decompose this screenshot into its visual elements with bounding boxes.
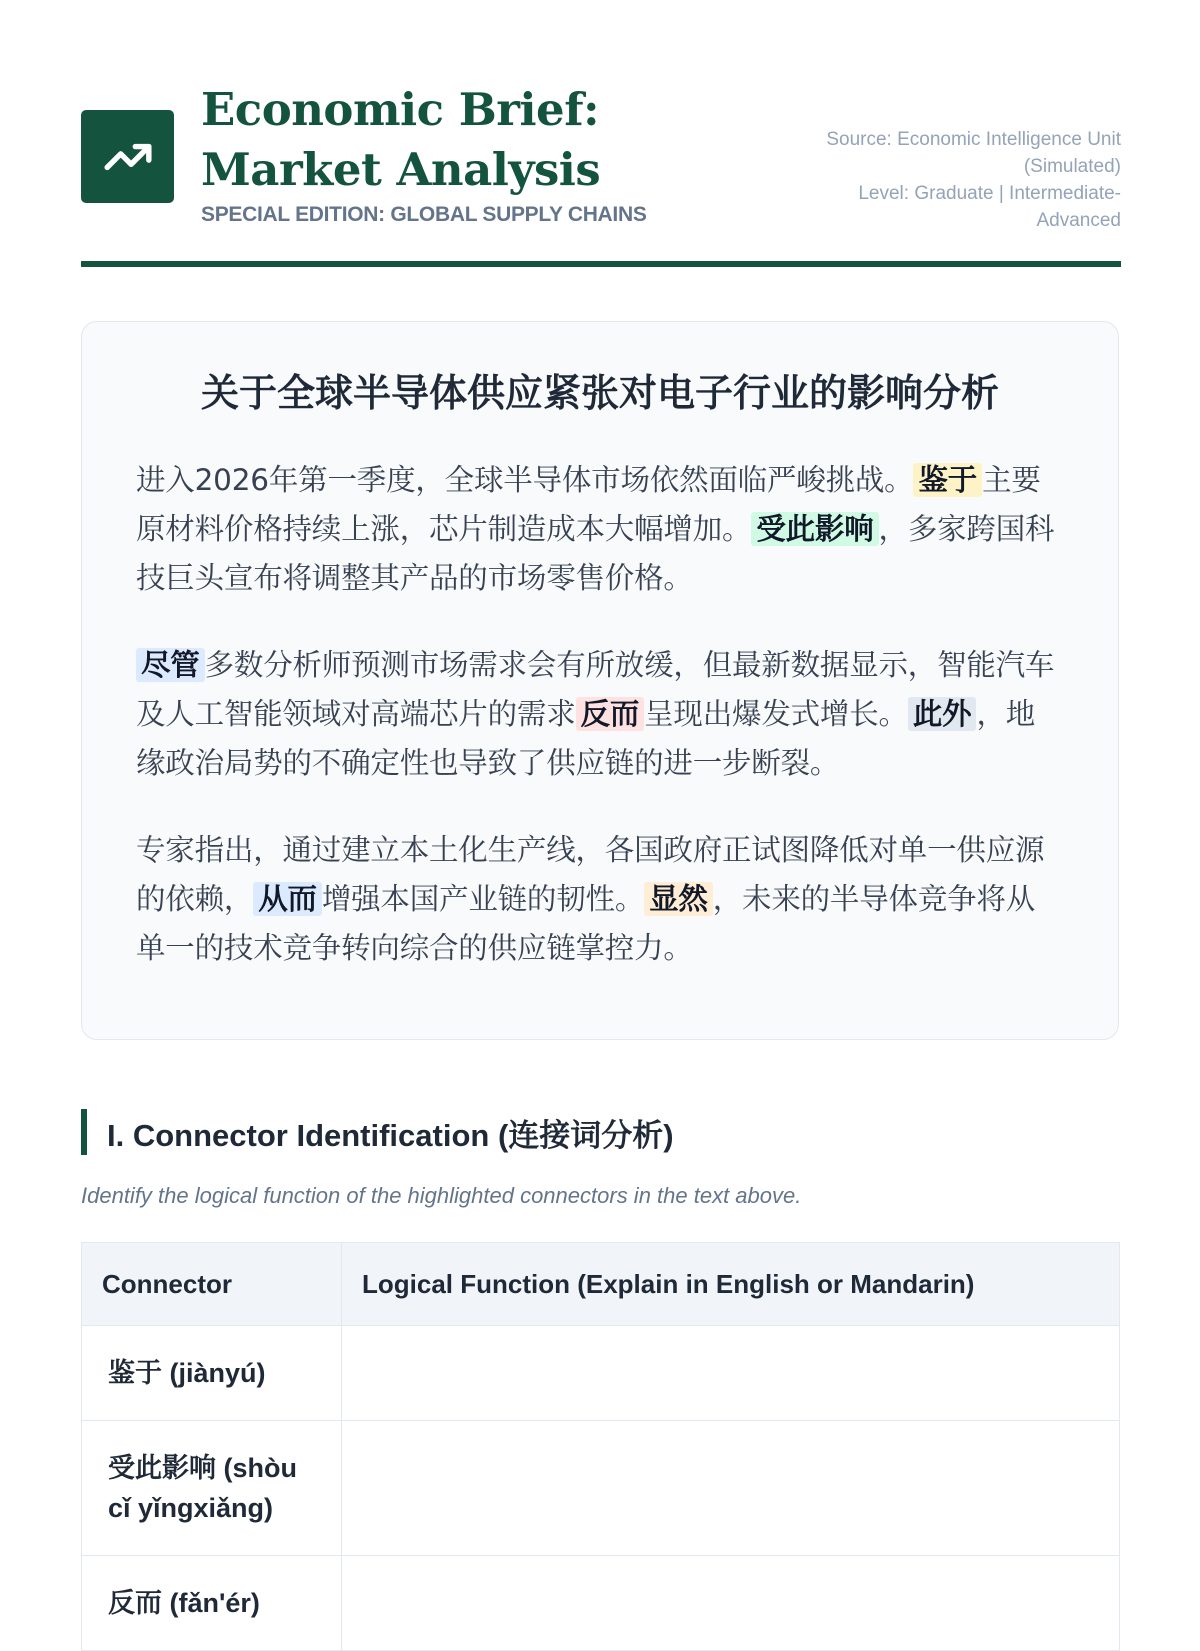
article-paragraph-1 <box>136 456 1064 603</box>
logo <box>81 110 174 203</box>
connector-highlight: 显然 <box>644 882 713 916</box>
connector-cell: 鉴于 (jiànyú) <box>82 1326 342 1421</box>
paragraph-text: 增强本国产业链的韧性。 <box>321 882 645 916</box>
connector-highlight: 此外 <box>908 697 977 731</box>
article-title: 关于全球半导体供应紧张对电子行业的影响分析 <box>200 371 999 415</box>
header-divider <box>81 261 1121 267</box>
connector-table <box>81 1242 1120 1651</box>
header-meta <box>781 126 1121 234</box>
section-instruction: Identify the logical function of the highlighted connectors in the text above. <box>81 1183 802 1208</box>
paragraph-text: ，多家跨国科技巨头宣布将调整其产品的市场零售价格。 <box>136 512 1055 595</box>
trending-up-icon <box>103 132 153 182</box>
page-subtitle: SPECIAL EDITION: GLOBAL SUPPLY CHAINS <box>201 203 647 226</box>
column-header-logical-function: Logical Function (Explain in English or Mandarin) <box>342 1243 1120 1326</box>
connector-cell: 受此影响 (shòu cǐ yǐngxiǎng) <box>82 1421 342 1556</box>
table-row <box>82 1421 1120 1556</box>
paragraph-text: 多数分析师预测市场需求会有所放缓，但最新数据显示，智能汽车及人工智能领域对高端芯片的需求 <box>136 648 1055 731</box>
table-row <box>82 1556 1120 1651</box>
section-title: I. Connector Identification (连接词分析) <box>107 1117 674 1153</box>
article-paragraph-3 <box>136 826 1064 973</box>
page-title: Economic Brief: Market Analysis <box>201 83 601 196</box>
answer-cell[interactable] <box>342 1421 1120 1556</box>
column-header-connector: Connector <box>82 1243 342 1326</box>
table-row <box>82 1326 1120 1421</box>
connector-cell: 反而 (fǎn'ér) <box>82 1556 342 1651</box>
level-text: Level: Graduate | Intermediate-Advanced <box>858 183 1121 231</box>
source-text: Source: Economic Intelligence Unit (Simulated) <box>826 129 1121 177</box>
connector-highlight: 鉴于 <box>913 463 982 497</box>
table-header-row <box>82 1243 1120 1326</box>
answer-cell[interactable] <box>342 1326 1120 1421</box>
paragraph-text: ，未来的半导体竞争将从单一的技术竞争转向综合的供应链掌控力。 <box>136 882 1036 965</box>
paragraph-text: 主要原材料价格持续上涨，芯片制造成本大幅增加。 <box>136 463 1041 546</box>
answer-cell[interactable] <box>342 1556 1120 1651</box>
paragraph-text: 专家指出，通过建立本土化生产线，各国政府正试图降低对单一供应源的依赖， <box>136 833 1045 916</box>
connector-highlight: 反而 <box>576 697 645 731</box>
connector-highlight: 受此影响 <box>751 512 878 546</box>
paragraph-text: 呈现出爆发式增长。 <box>644 697 908 731</box>
article-paragraph-2 <box>136 641 1064 788</box>
connector-highlight: 尽管 <box>136 648 205 682</box>
article-card <box>81 321 1119 1040</box>
paragraph-text: ，地缘政治局势的不确定性也导致了供应链的进一步断裂。 <box>136 697 1036 780</box>
section-heading <box>81 1109 674 1155</box>
connector-highlight: 从而 <box>253 882 322 916</box>
header <box>81 80 1121 267</box>
paragraph-text: 进入2026年第一季度，全球半导体市场依然面临严峻挑战。 <box>136 463 914 497</box>
